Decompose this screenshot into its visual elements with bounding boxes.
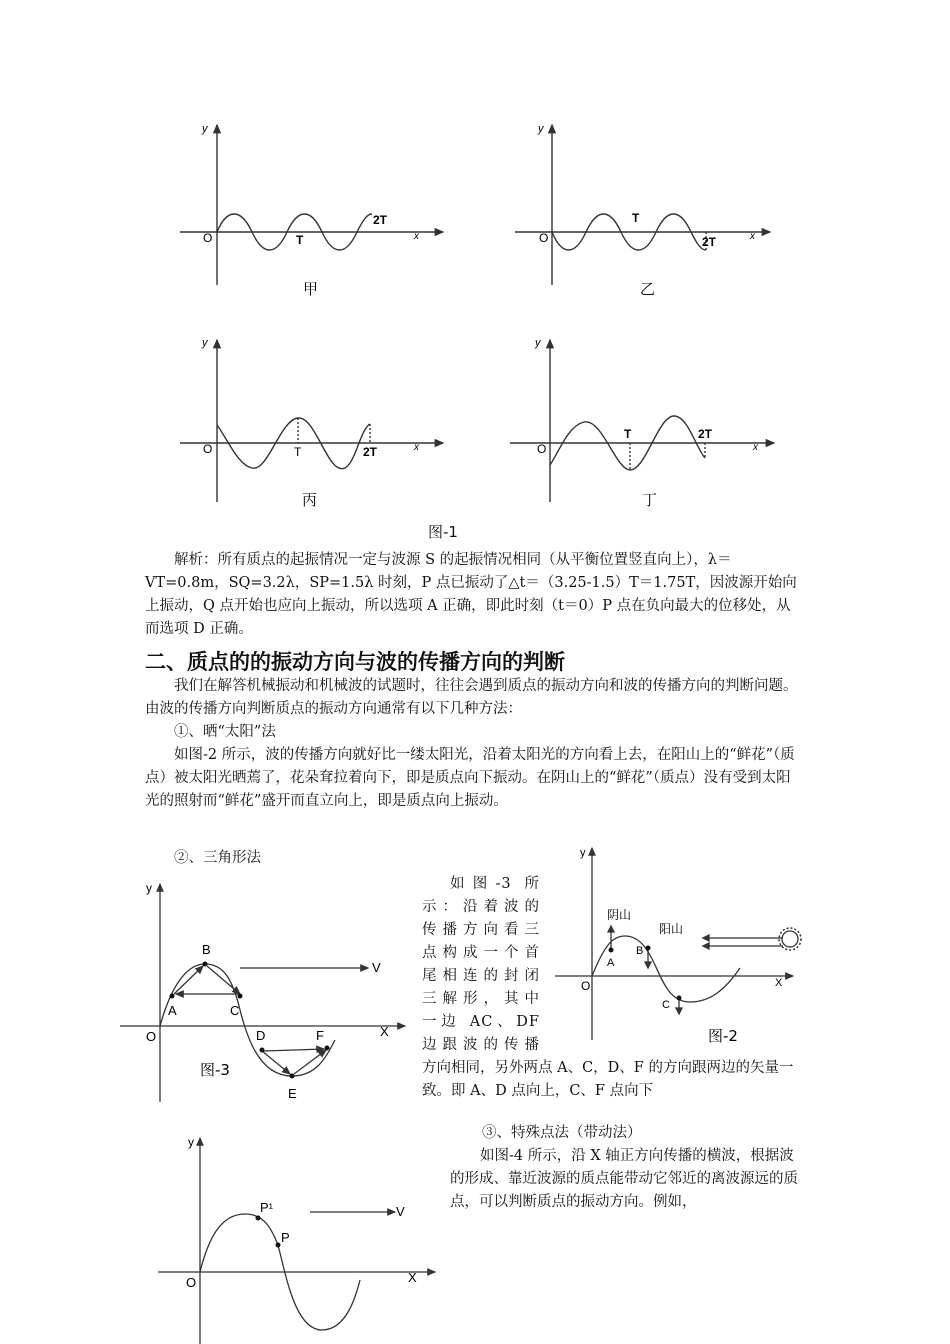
panel-jia (180, 125, 443, 285)
panel-jia-origin: O (203, 231, 213, 245)
fig3-c: C (230, 1003, 240, 1018)
panel-jia-caption: 甲 (303, 280, 319, 298)
figure-1-caption: 图-1 (428, 523, 458, 541)
panel-ding (510, 340, 774, 502)
method2-tail: 方向相同，另外两点 A、C，D、F 的方向跟两边的矢量一致。即 A、D 点向上，C、F 点向下 (422, 1060, 794, 1099)
fig3-v: V (372, 960, 381, 975)
point-e (290, 1074, 295, 1079)
fig3-b: B (202, 942, 211, 957)
panel-bing-2t-label: 2T (363, 445, 378, 459)
method1-title: ①、晒“太阳”法 (174, 724, 276, 740)
fig3-f: F (316, 1028, 324, 1043)
method2-line: 点构成一个首 (422, 945, 540, 961)
fig4-y-label: y (188, 1135, 194, 1149)
panel-ding-y-label: y (535, 337, 541, 349)
fig3-e: E (288, 1086, 297, 1101)
fig3-d: D (256, 1028, 266, 1043)
fig2-y-label: y (580, 847, 586, 859)
method2-line: 一边 AC、DF (422, 1014, 540, 1030)
sun-icon (779, 928, 801, 950)
panel-yi-t-label: T (632, 211, 640, 225)
panel-bing-y-label: y (202, 337, 208, 349)
panel-bing-x-label: x (414, 442, 419, 453)
point-c (238, 994, 243, 999)
point-c (677, 996, 682, 1001)
panel-yi-x-label: x (750, 231, 755, 242)
figure-2 (545, 840, 810, 1050)
panel-yi-caption: 乙 (640, 280, 656, 298)
panel-yi-2t-label: 2T (702, 235, 717, 249)
panel-yi-origin: O (539, 231, 549, 245)
panel-jia-2t-label: 2T (373, 213, 388, 227)
point-p (276, 1243, 281, 1248)
fig2-caption: 图-2 (708, 1027, 738, 1045)
method1-text: 如图-2 所示，波的传播方向就好比一缕太阳光，沿着太阳光的方向看上去，在阳山上的“鲜花”（质点）被太阳光晒蔫了，花朵耷拉着向下，即是质点向下振动。在阴山上的“鲜花”（质点）没有受到太阳光的照射而“鲜花”盛开而直立向上，即是质点向上振动。 (145, 747, 795, 809)
panel-bing (180, 340, 443, 502)
fig3-x-label: X (380, 1024, 389, 1039)
panel-ding-t-label: T (624, 427, 632, 441)
fig3-origin: O (146, 1029, 157, 1044)
method3-title: ③、特殊点法（带动法） (482, 1125, 642, 1141)
fig2-x-label: X (775, 977, 783, 989)
panel-bing-t-label: T (294, 445, 302, 459)
fig2-origin: O (581, 979, 591, 993)
method2-line: 三解形，其中 (422, 991, 540, 1007)
point-p1 (256, 1216, 261, 1221)
method2-line: 示：沿着波的 (422, 899, 540, 915)
fig4-v: V (396, 1204, 405, 1219)
point-b (203, 962, 208, 967)
figure-1 (170, 110, 790, 530)
fig3-y-label: y (146, 881, 152, 895)
figure-3 (110, 870, 410, 1110)
point-f (325, 1046, 330, 1051)
fig3-caption: 图-3 (200, 1061, 230, 1079)
point-a (170, 994, 175, 999)
point-a (609, 948, 614, 953)
panel-bing-caption: 丙 (302, 491, 318, 509)
panel-ding-2t-label: 2T (698, 427, 713, 441)
fig4-x-label: X (408, 1270, 417, 1285)
method2-line: 传播方向看三 (422, 922, 540, 938)
method2-line: 如图-3 所 (450, 876, 540, 892)
fig4-p1: P¹ (260, 1200, 273, 1215)
point-b (646, 946, 651, 951)
method3-text: 如图-4 所示，沿 X 轴正方向传播的横波，根据波的形成、靠近波源的质点能带动它邻近的离波源远的质点，可以判断质点的振动方向。例如， (450, 1148, 798, 1210)
fig2-yangshan: 阳山 (659, 922, 684, 936)
panel-ding-x-label: x (753, 442, 758, 453)
fig2-b: B (636, 945, 644, 957)
fig2-yinshan: 阴山 (607, 908, 632, 922)
point-d (260, 1048, 265, 1053)
figure-4 (150, 1130, 440, 1344)
fig3-a: A (168, 1003, 177, 1018)
panel-ding-caption: 丁 (642, 491, 658, 509)
method2-line: 边跟波的传播 (422, 1037, 540, 1053)
panel-jia-x-label: x (414, 231, 419, 242)
panel-yi (515, 125, 770, 285)
panel-jia-y-label: y (202, 123, 208, 135)
fig2-c: C (662, 999, 670, 1011)
section-intro: 我们在解答机械振动和机械波的试题时，往往会遇到质点的振动方向和波的传播方向的判断问题。由波的传播方向判断质点的振动方向通常有以下几种方法： (145, 678, 798, 717)
method2-title: ②、三角形法 (174, 850, 261, 866)
panel-yi-y-label: y (538, 123, 544, 135)
fig2-a: A (607, 957, 615, 969)
method2-line: 尾相连的封闭 (422, 968, 540, 984)
panel-bing-origin: O (203, 442, 213, 456)
analysis-paragraph: 解析：所有质点的起振情况一定与波源 S 的起振情况相同（从平衡位置竖直向上），λ＝VT=0.8m，SQ=3.2λ，SP=1.5λ 时刻，P 点已振动了△t＝（3.25-1.5）T＝1.75T，因波源开始向上振动，Q 点开始也应向上振动，所以选项 A 正确，即此时刻（t＝0）P 点在负向最大的位移处，从而选项 D 正确。 (145, 552, 797, 637)
fig4-origin: O (186, 1275, 197, 1290)
section-heading: 二、质点的的振动方向与波的传播方向的判断 (145, 650, 565, 674)
method2-narrow-text (422, 873, 540, 1057)
panel-ding-origin: O (537, 442, 547, 456)
panel-jia-t-label: T (296, 233, 304, 247)
fig4-p: P (281, 1230, 290, 1245)
